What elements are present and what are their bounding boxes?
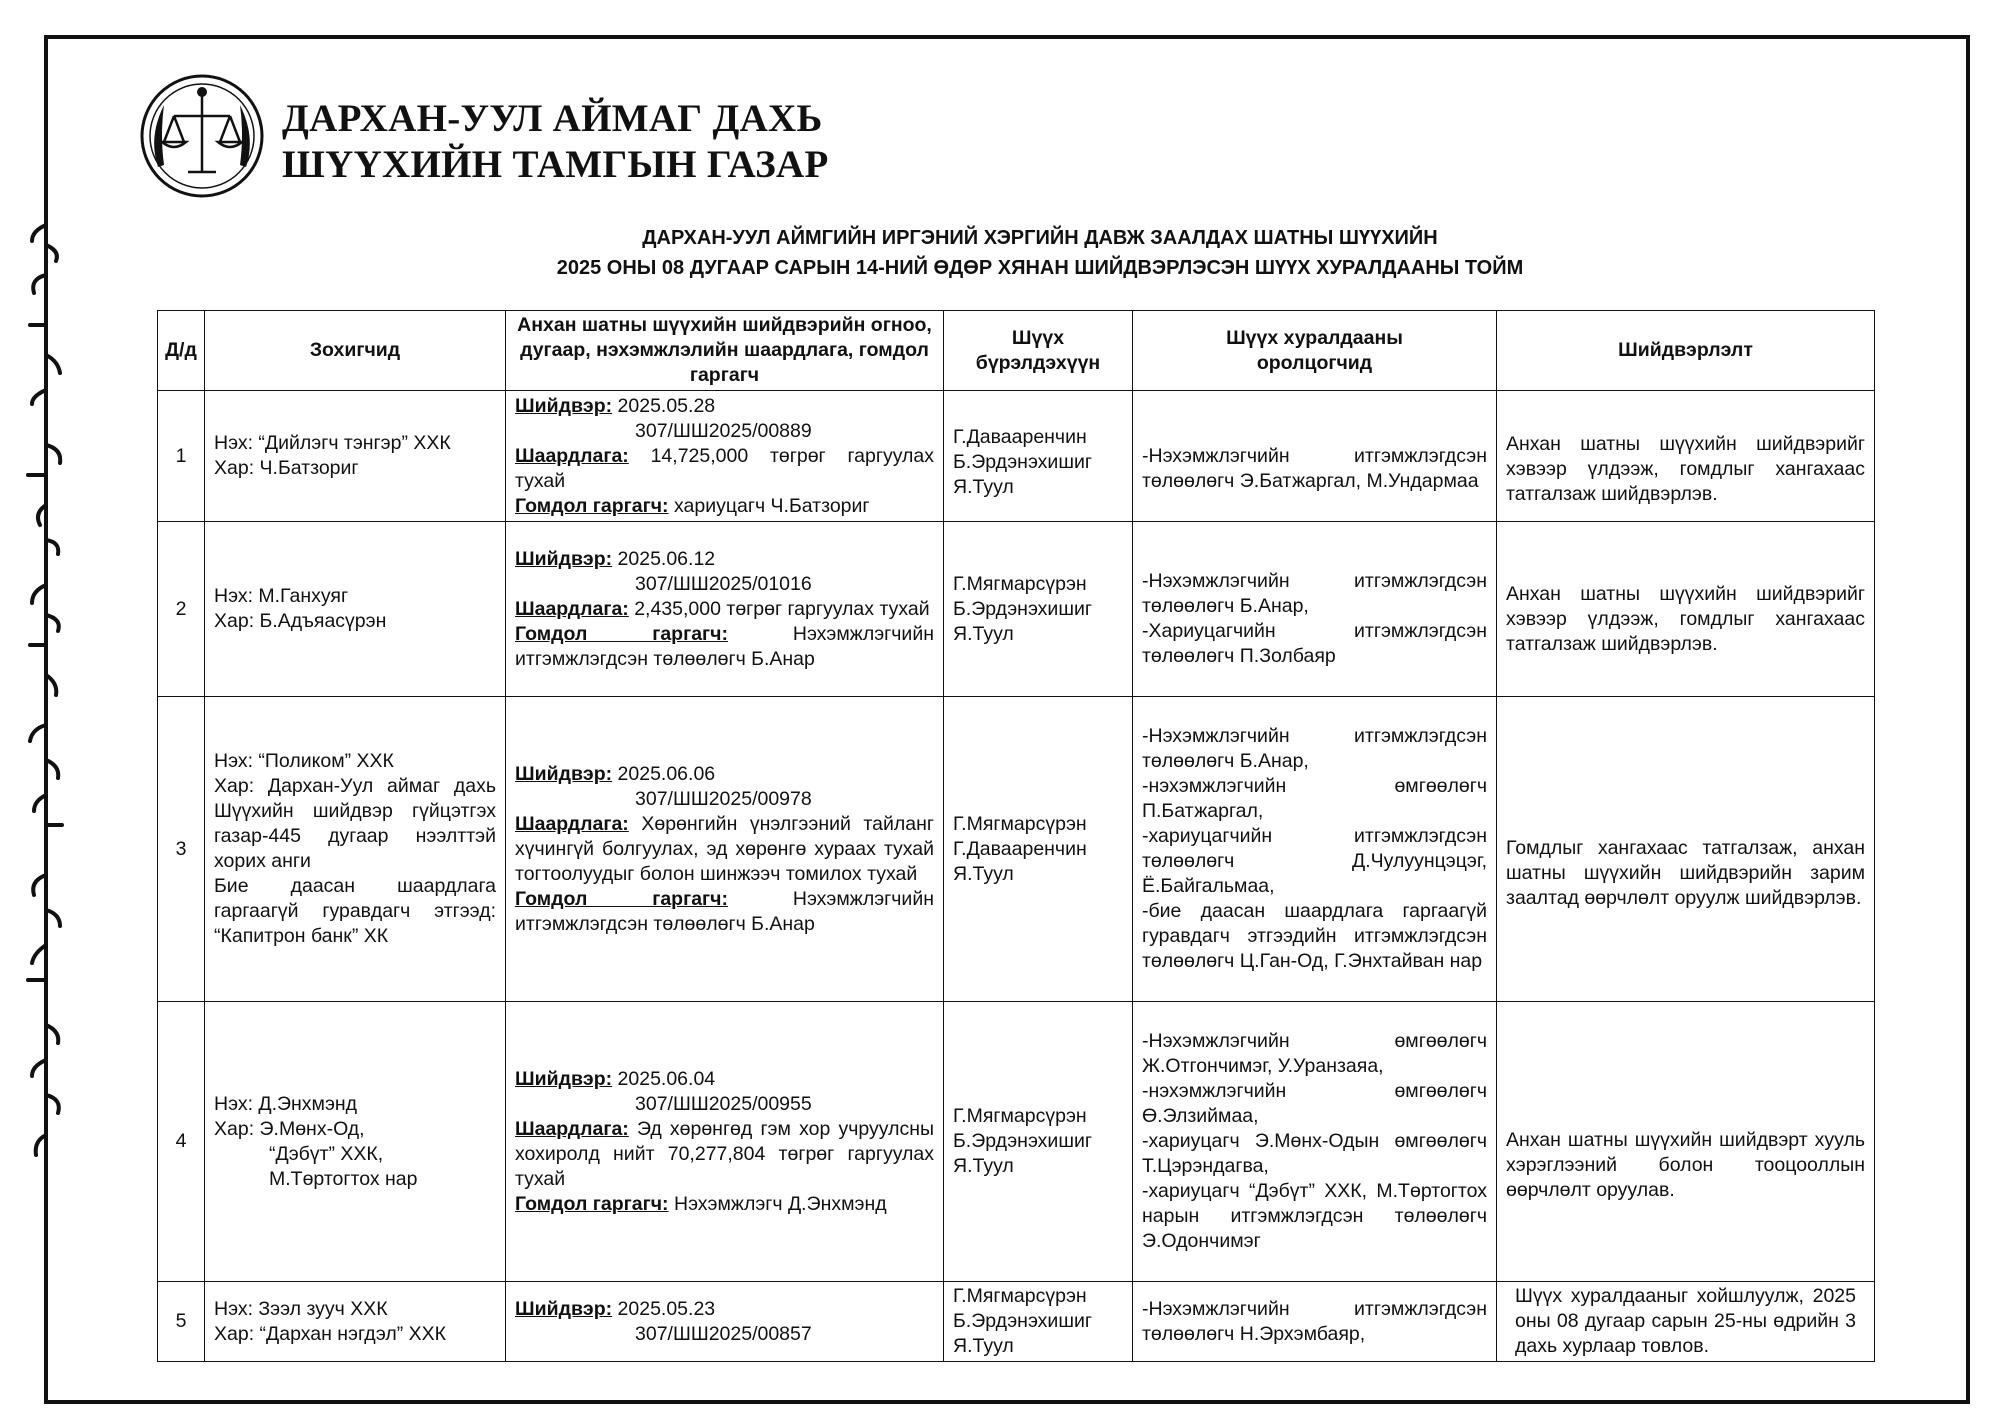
defendant: Хар: Э.Мөнх-Од, (214, 1117, 365, 1140)
document-title-line1: ДАРХАН-УУЛ АЙМГИЙН ИРГЭНИЙ ХЭРГИЙН ДАВЖ ЗААЛДАХ ШАТНЫ ШҮҮХИЙН (642, 227, 1438, 249)
table-row (158, 1282, 1875, 1362)
first-instance-cell (506, 697, 944, 1002)
plaintiff: Нэх: Д.Энхмэнд (214, 1092, 358, 1115)
participants-text: -Нэхэмжлэгчийн итгэмжлэгдсэн төлөөлөгч Б.Анар, -нэхэмжлэгчийн өмгөөлөгч П.Батжаргал, -хариуцагчийн итгэмжлэгдсэн төлөөлөгч Д.Чулуунцэцэг, Ё.Байгальмаа, -бие даасан шаардлага гаргаагүй гуравдагч этгээдийн итгэмжлэгдсэн төлөөлөгч Ц.Ган-Од, Г.Энхтайван нар (1142, 725, 1487, 972)
defendant: Хар: “Дархан нэгдэл” ХХК (214, 1322, 447, 1345)
first-instance-cell (506, 391, 944, 522)
header-judges: Шүүх бүрэлдэхүүн (944, 311, 1133, 391)
judges-cell (944, 1282, 1133, 1362)
judges-cell (944, 522, 1133, 697)
decision-text: Анхан шатны шүүхийн шийдвэрийг хэвээр үлдээж, гомдлыг хангахаас татгалзаж шийдвэрлэв. (1506, 582, 1865, 655)
header-participants: Шүүх хуралдааны оролцогчид (1133, 311, 1497, 391)
defendant: Хар: Б.Адъяасүрэн (214, 610, 387, 632)
judge: Г.Мягмарсүрэн (953, 1105, 1087, 1127)
parties-cell (205, 1002, 506, 1282)
third-party: Бие даасан шаардлага гаргаагүй гуравдагч этгээд: “Капитрон банк” ХК (214, 875, 496, 947)
ruling-date: 2025.05.28 (612, 394, 716, 417)
table-row (158, 1002, 1875, 1282)
plaintiff: Нэх: “Дийлэгч тэнгэр” ХХК (214, 432, 451, 454)
judge: Г.Давааренчин (953, 425, 1087, 448)
court-emblem-icon (138, 72, 266, 200)
judge: Б.Эрдэнэхишиг (953, 1310, 1092, 1332)
judges-cell (944, 697, 1133, 1002)
table-row (158, 697, 1875, 1002)
ruling-number: 307/ШШ2025/01016 (635, 572, 812, 595)
claim-label: Шаардлага: (515, 597, 629, 620)
claim-text: Хөрөнгийн үнэлгээний тайланг хүчингүй болгуулах, эд хөрөнгө хураах тухай тогтоолуудыг болон шинжээч томилох тухай (515, 812, 934, 885)
appellant-text: хариуцагч Ч.Батзориг (668, 494, 870, 517)
parties-cell (205, 522, 506, 697)
table-header-row (158, 311, 1875, 391)
claim-label: Шаардлага: (515, 1117, 629, 1140)
claim-label: Шаардлага: (515, 812, 629, 835)
ruling-date: 2025.06.04 (612, 1067, 716, 1090)
defendant: “Дэбүт” ХХК, (269, 1142, 384, 1165)
parties-cell (205, 697, 506, 1002)
decision-text: Анхан шатны шүүхийн шийдвэрт хууль хэрэглээний болон тооцооллын өөрчлөлт оруулав. (1506, 1129, 1865, 1201)
header-parties: Зохигчид (205, 311, 506, 391)
judge: Б.Эрдэнэхишиг (953, 597, 1092, 620)
ruling-date: 2025.06.06 (612, 762, 716, 785)
table-row (158, 522, 1875, 697)
judges-cell (944, 1002, 1133, 1282)
participants-text: -Нэхэмжлэгчийн өмгөөлөгч Ж.Отгончимэг, У.Уранзаяа, -нэхэмжлэгчийн өмгөөлөгч Ө.Элзиймаа, -хариуцагч Э.Мөнх-Одын өмгөөлөгч Т.Цэрэндагва, -хариуцагч “Дэбүт” ХХК, М.Төртогтох нарын итгэмжлэгдсэн төлөөлөгч Э.Одончимэг (1142, 1030, 1487, 1252)
judge: Б.Эрдэнэхишиг (953, 450, 1092, 473)
claim-text: 2,435,000 төгрөг гаргуулах тухай (628, 597, 930, 620)
appellant-label: Гомдол гаргагч: (515, 1192, 669, 1215)
decision-text: Анхан шатны шүүхийн шийдвэрийг хэвээр үлдээж, гомдлыг хангахаас татгалзаж шийдвэрлэв. (1506, 432, 1865, 505)
claim-text: Эд хөрөнгөд гэм хор учруулсны хохиролд нийт 70,277,804 төгрөг гаргуулах тухай (515, 1117, 934, 1190)
ruling-number: 307/ШШ2025/00978 (635, 787, 812, 810)
appellant-label: Гомдол гаргагч: (515, 887, 728, 910)
ruling-number: 307/ШШ2025/00889 (635, 419, 812, 442)
claim-text: 14,725,000 төгрөг гаргуулах тухай (515, 444, 934, 492)
ruling-date: 2025.05.23 (612, 1297, 716, 1320)
decision-cell (1497, 1002, 1875, 1282)
vertical-mongolian-script (20, 205, 72, 1195)
first-instance-cell (506, 522, 944, 697)
row-num: 1 (158, 391, 205, 522)
decision-cell (1497, 391, 1875, 522)
judge: Я.Туул (953, 1155, 1014, 1177)
decision-text: Гомдлыг хангахаас татгалзаж, анхан шатны шүүхийн шийдвэрийн зарим заалтад өөрчлөлт оруулж шийдвэрлэв. (1506, 836, 1865, 909)
first-instance-cell (506, 1002, 944, 1282)
ruling-label: Шийдвэр: (515, 547, 613, 570)
ruling-number: 307/ШШ2025/00955 (635, 1092, 812, 1115)
parties-cell (205, 391, 506, 522)
participants-text: -Нэхэмжлэгчийн итгэмжлэгдсэн төлөөлөгч Н.Эрхэмбаяр, (1142, 1297, 1487, 1345)
decision-cell (1497, 522, 1875, 697)
appellant-text: Нэхэмжлэгчийн итгэмжлэгдсэн төлөөлөгч Б.Анар (515, 887, 934, 935)
participants-cell (1133, 1282, 1497, 1362)
hearings-table (157, 310, 1875, 1362)
header-decision: Шийдвэрлэлт (1497, 311, 1875, 391)
defendant: Хар: Ч.Батзориг (214, 457, 359, 479)
ruling-label: Шийдвэр: (515, 1067, 613, 1090)
ruling-date: 2025.06.12 (612, 547, 716, 570)
ruling-label: Шийдвэр: (515, 762, 613, 785)
appellant-label: Гомдол гаргагч: (515, 622, 728, 645)
first-instance-cell (506, 1282, 944, 1362)
document-title (0, 223, 2000, 283)
organization-name (282, 96, 829, 188)
organization-line2: ШҮҮХИЙН ТАМГЫН ГАЗАР (282, 143, 829, 186)
document-title-line2: 2025 ОНЫ 08 ДУГААР САРЫН 14-НИЙ ӨДӨР ХЯНАН ШИЙДВЭРЛЭСЭН ШҮҮХ ХУРАЛДААНЫ ТОЙМ (556, 257, 1524, 279)
participants-cell (1133, 391, 1497, 522)
judge: Я.Туул (953, 475, 1014, 498)
judge: Б.Эрдэнэхишиг (953, 1130, 1092, 1152)
organization-line1: ДАРХАН-УУЛ АЙМАГ ДАХЬ (282, 97, 823, 140)
decision-cell (1497, 1282, 1875, 1362)
table-row (158, 391, 1875, 522)
participants-text: -Нэхэмжлэгчийн итгэмжлэгдсэн төлөөлөгч Э.Батжаргал, М.Ундармаа (1142, 445, 1487, 492)
header-first-instance: Анхан шатны шүүхийн шийдвэрийн огноо, дугаар, нэхэмжлэлийн шаардлага, гомдол гаргагч (506, 311, 944, 391)
judge: Я.Туул (953, 1335, 1014, 1357)
judge: Г.Мягмарсүрэн (953, 572, 1087, 595)
appellant-text: Нэхэмжлэгч Д.Энхмэнд (668, 1192, 887, 1215)
judge: Я.Туул (953, 862, 1014, 885)
participants-cell (1133, 697, 1497, 1002)
ruling-label: Шийдвэр: (515, 394, 613, 417)
participants-cell (1133, 522, 1497, 697)
row-num: 5 (158, 1282, 205, 1362)
defendant: М.Төртогтох нар (269, 1167, 418, 1190)
appellant-text: Нэхэмжлэгчийн итгэмжлэгдсэн төлөөлөгч Б.Анар (515, 622, 934, 670)
judge: Г.Мягмарсүрэн (953, 812, 1087, 835)
row-num: 3 (158, 697, 205, 1002)
ruling-label: Шийдвэр: (515, 1297, 613, 1320)
row-num: 2 (158, 522, 205, 697)
defendant: Хар: Дархан-Уул аймаг дахь Шүүхийн шийдвэр гүйцэтгэх газар-445 дугаар нээлттэй хорих анги (214, 775, 496, 872)
judges-cell (944, 391, 1133, 522)
claim-label: Шаардлага: (515, 444, 629, 467)
ruling-number: 307/ШШ2025/00857 (635, 1322, 812, 1345)
row-num: 4 (158, 1002, 205, 1282)
participants-cell (1133, 1002, 1497, 1282)
decision-text: Шүүх хуралдааныг хойшлуулж, 2025 оны 08 дугаар сарын 25-ны өдрийн 3 дахь хурлаар товлов. (1515, 1285, 1856, 1357)
judge: Г.Мягмарсүрэн (953, 1285, 1087, 1307)
participants-text: -Нэхэмжлэгчийн итгэмжлэгдсэн төлөөлөгч Б.Анар, -Хариуцагчийн итгэмжлэгдсэн төлөөлөгч П.Золбаяр (1142, 570, 1487, 667)
judge: Я.Туул (953, 622, 1014, 645)
parties-cell (205, 1282, 506, 1362)
decision-cell (1497, 697, 1875, 1002)
appellant-label: Гомдол гаргагч: (515, 494, 669, 517)
plaintiff: Нэх: Зээл зууч ХХК (214, 1297, 388, 1320)
plaintiff: Нэх: М.Ганхуяг (214, 585, 349, 607)
judge: Г.Давааренчин (953, 837, 1087, 860)
header-num: Д/д (158, 311, 205, 391)
plaintiff: Нэх: “Поликом” ХХК (214, 750, 394, 772)
